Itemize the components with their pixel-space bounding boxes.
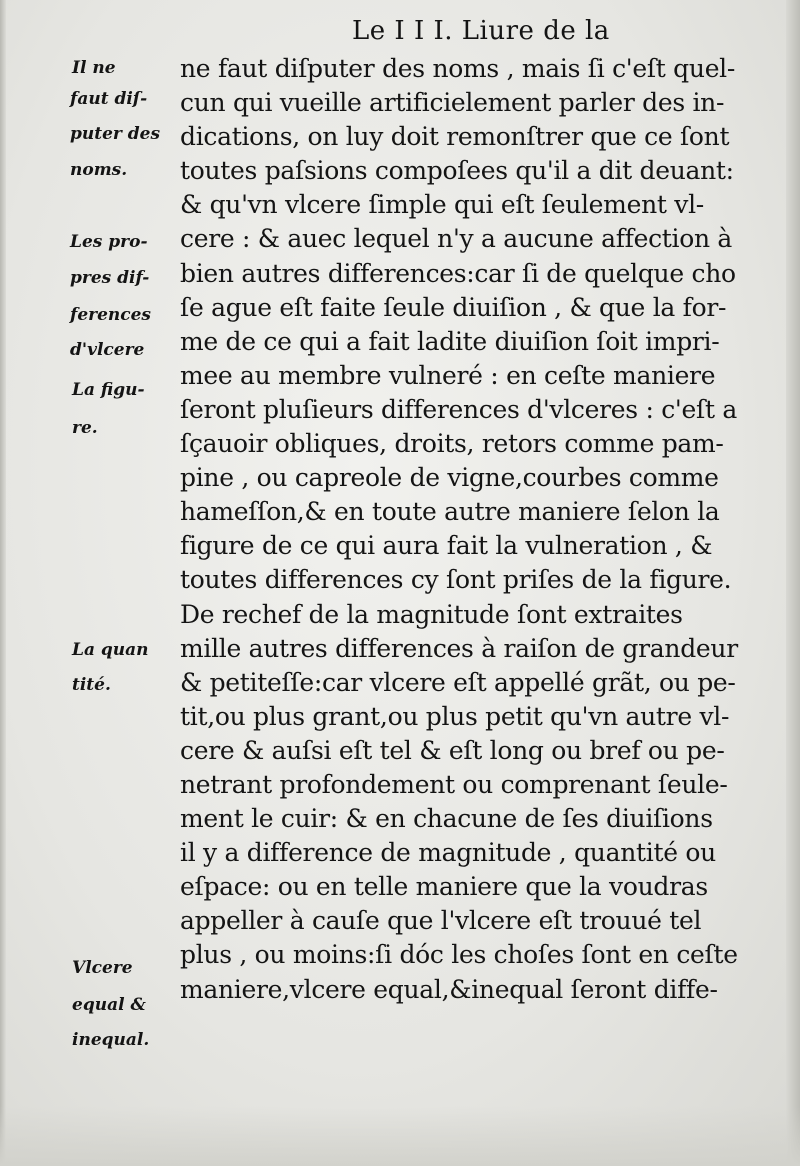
margin-note-line: equal & [72, 995, 146, 1015]
text-line: cun qui vueille artificielement parler des in- [180, 88, 725, 118]
body-text [180, 52, 780, 1007]
text-line: me de ce qui a fait ladite diuiſion ſoit impri- [180, 326, 720, 356]
text-line: plus , ou moins:ſi dóc les choſes ſont en ceſte [180, 940, 738, 970]
text-line: ne faut diſputer des noms , mais ſi c'eſt quel- [180, 54, 736, 83]
margin-note-line: puter des [70, 124, 161, 144]
margin-note-line: faut diſ- [70, 89, 148, 109]
margin-note-line: tité. [72, 675, 111, 695]
text-line: cere & auſsi eſt tel & eſt long ou bref ou pe- [180, 735, 725, 765]
margin-note-line: d'vlcere [70, 340, 145, 360]
text-line: figure de ce qui aura fait la vulneration , & [180, 531, 713, 561]
page-edge-shadow [786, 0, 800, 1166]
page-bottom-shadow [0, 1106, 800, 1166]
margin-note-line: ferences [70, 305, 151, 325]
text-line: mille autres differences à raiſon de grandeur [180, 633, 738, 663]
text-line: toutes differences cy ſont priſes de la figure. [180, 565, 732, 595]
text-line: & qu'vn vlcere ſimple qui eſt ſeulement vl- [180, 190, 704, 220]
text-line: & petiteſſe:car vlcere eſt appellé grãt, ou pe- [180, 667, 736, 697]
margin-note-line: re. [72, 418, 98, 438]
text-line: tit,ou plus grant,ou plus petit qu'vn autre vl- [180, 701, 730, 731]
margin-note-line: inequal. [72, 1030, 150, 1050]
margin-note-line: Vlcere [72, 958, 133, 978]
text-line: eſpace: ou en telle maniere que la voudras [180, 872, 708, 902]
text-line: il y a difference de magnitude , quantité ou [180, 838, 716, 868]
text-line: dications, on luy doit remonſtrer que ce ſont [180, 122, 730, 152]
margin-note-line: La figu- [72, 380, 145, 400]
text-line: bien autres differences:car ſi de quelque cho [180, 258, 736, 288]
running-head: Le I I I. Liure de la [352, 16, 610, 46]
text-line: ſeront pluſieurs differences d'vlceres : c'eſt a [180, 394, 737, 424]
text-line: ſe ague eſt faite ſeule diuiſion , & que la for- [180, 292, 727, 322]
margin-note-line: La quan [72, 640, 149, 660]
text-line: appeller à cauſe que l'vlcere eſt trouué tel [180, 906, 702, 936]
page-gutter-shadow [0, 0, 6, 1166]
text-line: netrant profondement ou comprenant ſeule- [180, 769, 728, 799]
text-line: mee au membre vulneré : en ceſte maniere [180, 360, 716, 390]
text-line: maniere,vlcere equal,&inequal ſeront diffe- [180, 974, 718, 1004]
margin-note-line: Les pro- [70, 232, 148, 252]
margin-note-line: pres dif- [70, 268, 150, 288]
text-line: toutes paſsions compoſees qu'il a dit deuant: [180, 156, 734, 186]
text-line: ment le cuir: & en chacune de ſes diuiſions [180, 804, 713, 834]
text-line: ſçauoir obliques, droits, retors comme pam- [180, 429, 724, 459]
text-line: hameſſon,& en toute autre maniere ſelon la [180, 497, 720, 527]
text-line: cere : & auec lequel n'y a aucune affection à [180, 224, 733, 254]
text-line: De rechef de la magnitude ſont extraites [180, 599, 683, 629]
text-line: pine , ou capreole de vigne,courbes comme [180, 463, 719, 493]
margin-note-line: Il ne [72, 58, 116, 78]
margin-note-line: noms. [70, 160, 128, 180]
